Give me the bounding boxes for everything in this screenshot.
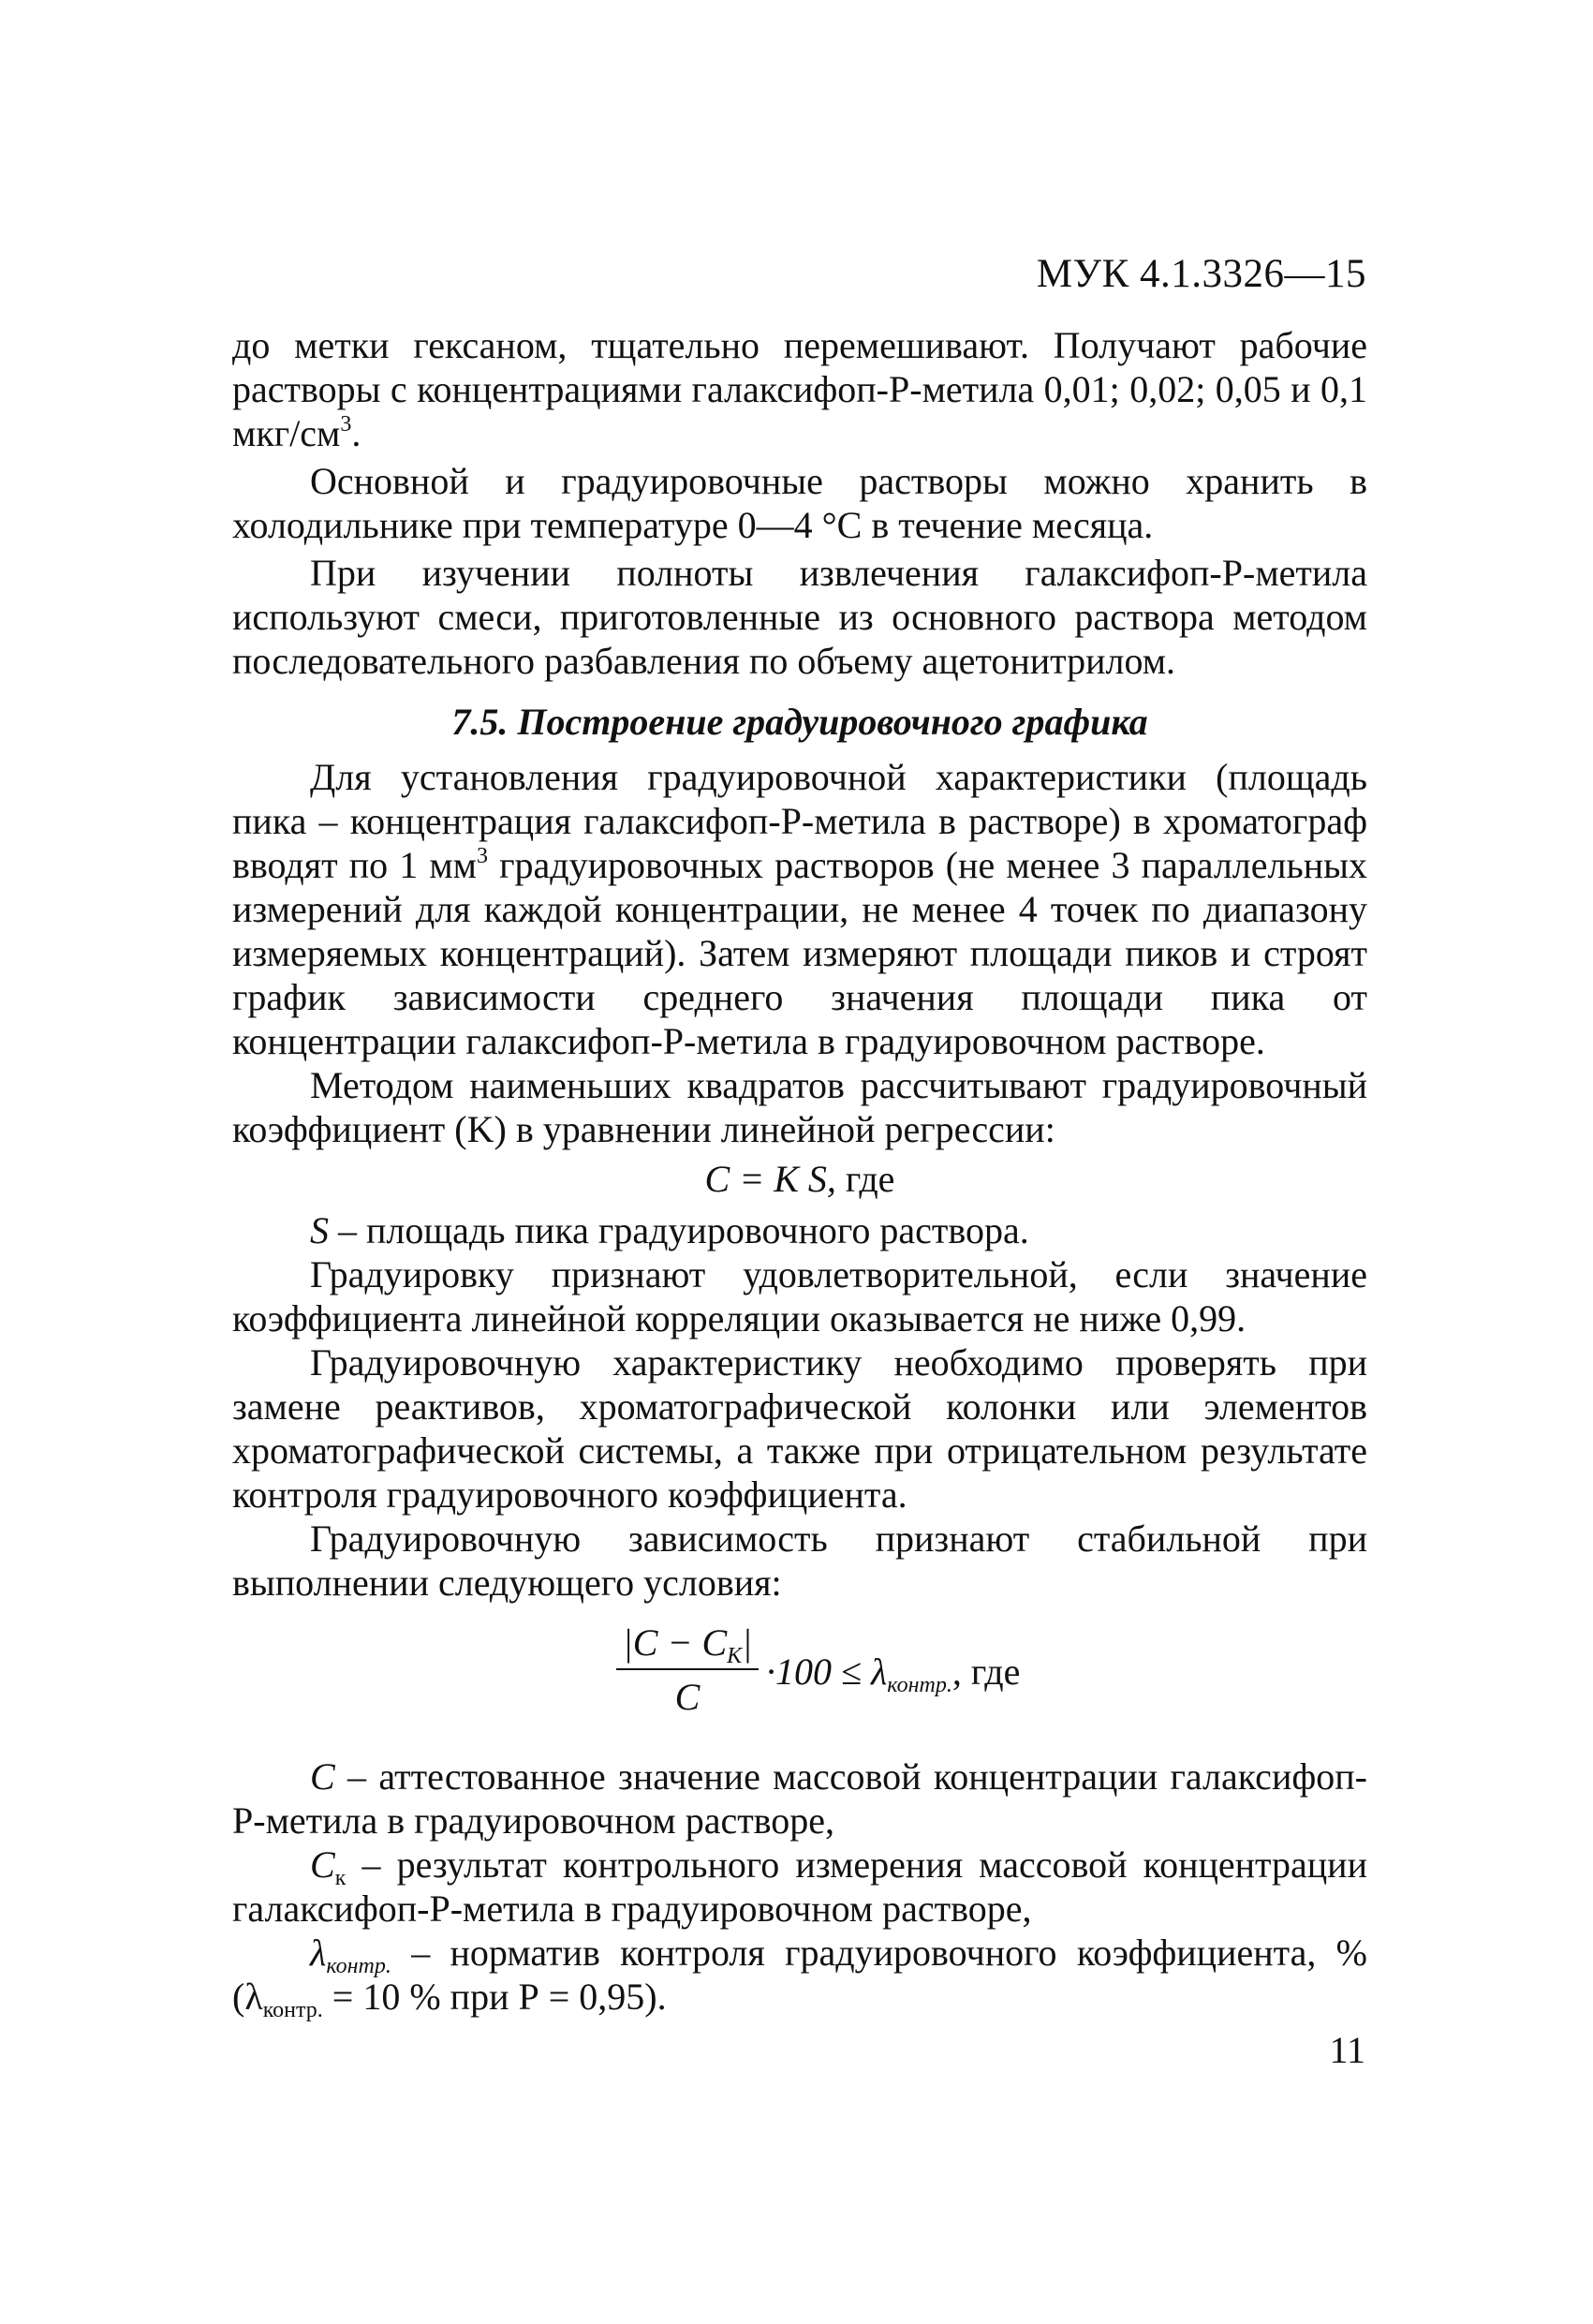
- inequality-text: ·100 ≤ λ: [766, 1650, 888, 1693]
- fraction-denominator: C: [674, 1676, 701, 1718]
- fraction-numerator: [616, 1620, 759, 1666]
- formula-tail: где: [835, 1158, 895, 1200]
- paragraph-stability: Градуировочную зависимость признают стабильной при выполнении следующего условия:: [232, 1517, 1367, 1604]
- symbol-subscript: контр.: [326, 1954, 391, 1978]
- fraction-bar: [616, 1668, 759, 1670]
- definition-ck: [232, 1843, 1367, 1931]
- paragraph-text: градуировочных растворов (не менее 3 параллельных измерений для каждой концентрации, не менее 4 точек по диапазону измеряемых концентраций). Затем измеряют площади пиков и строят график зависимости среднего значения площади пика от концентрации галаксифоп-Р-метила в градуировочном растворе.: [232, 844, 1367, 1062]
- definition-lambda: [232, 1931, 1367, 2022]
- paragraph-correlation: Градуировку признают удовлетворительной, если значение коэффициента линейной корреляции оказывается не ниже 0,99.: [232, 1253, 1367, 1340]
- paragraph-calibration-procedure: [232, 755, 1367, 1063]
- symbol-subscript: к: [334, 1866, 347, 1890]
- section-heading: 7.5. Построение градуировочного графика: [451, 701, 1148, 743]
- paragraph-end: .: [351, 412, 361, 454]
- paragraph-working-solutions: [232, 323, 1367, 455]
- inequality-end: , где: [951, 1650, 1021, 1693]
- paragraph-extraction: При изучении полноты извлечения галаксифоп-Р-метила используют смеси, приготовленные из основного раствора методом последовательного разбавления по объему ацетонитрилом.: [232, 552, 1367, 682]
- symbol-c: C: [310, 1755, 335, 1798]
- numerator-end: |: [742, 1621, 753, 1664]
- symbol-ck: C: [310, 1843, 335, 1886]
- symbol-lambda: λ: [310, 1932, 327, 1974]
- definition-text: – результат контрольного измерения массовой концентрации галаксифоп-Р-метила в градуировочном растворе,: [232, 1843, 1367, 1930]
- paragraph-least-squares: Методом наименьших квадратов рассчитывают градуировочный коэффициент (K) в уравнении линейной регрессии:: [232, 1064, 1367, 1150]
- regression-formula: [232, 1157, 1367, 1201]
- lambda-value-subscript: контр.: [262, 1998, 323, 2022]
- paragraph-verification: Градуировочную характеристику необходимо проверять при замене реактивов, хроматографической колонки или элементов хроматографической системы, а также при отрицательном результате контроля градуировочного коэффициента.: [232, 1341, 1367, 1516]
- paragraph-storage: Основной и градуировочные растворы можно хранить в холодильнике при температуре 0—4 °С в течение месяца.: [232, 460, 1367, 546]
- definition-c: [232, 1754, 1367, 1843]
- document-code-header: МУК 4.1.3326—15: [1036, 252, 1366, 296]
- document-body: [232, 323, 1367, 2022]
- definition-text: – аттестованное значение массовой концентрации галаксифоп-Р-метила в градуировочном растворе,: [232, 1755, 1367, 1842]
- definition-text: – площадь пика градуировочного раствора.: [329, 1209, 1029, 1251]
- superscript: 3: [476, 844, 488, 868]
- formula-inequality: [766, 1650, 1021, 1697]
- numerator-text: |C − C: [622, 1621, 728, 1664]
- paragraph-text: до метки гексаном, тщательно перемешивают. Получают рабочие растворы с концентрациями галаксифоп-Р-метила 0,01; 0,02; 0,05 и 0,1 мкг/см: [232, 324, 1367, 454]
- stability-formula: [232, 1620, 1367, 1734]
- definition-text: – норматив контроля градуировочного коэффициента, % (λ: [232, 1932, 1367, 2018]
- symbol-s: S: [310, 1209, 329, 1251]
- formula-expression: C = K S,: [704, 1158, 836, 1200]
- formula-fraction: [616, 1620, 759, 1721]
- page-number: 11: [1329, 2029, 1365, 2071]
- definition-s: [232, 1208, 1367, 1252]
- superscript: 3: [340, 412, 352, 437]
- numerator-subscript: K: [727, 1644, 743, 1668]
- lambda-subscript: контр.: [887, 1673, 952, 1697]
- paragraph-text: Для установления градуировочной характеристики (площадь пика – концентрация галаксифоп-Р-метила в растворе) в хроматограф вводят по 1 мм: [232, 756, 1367, 886]
- definition-text-end: = 10 % при Р = 0,95).: [322, 1976, 667, 2018]
